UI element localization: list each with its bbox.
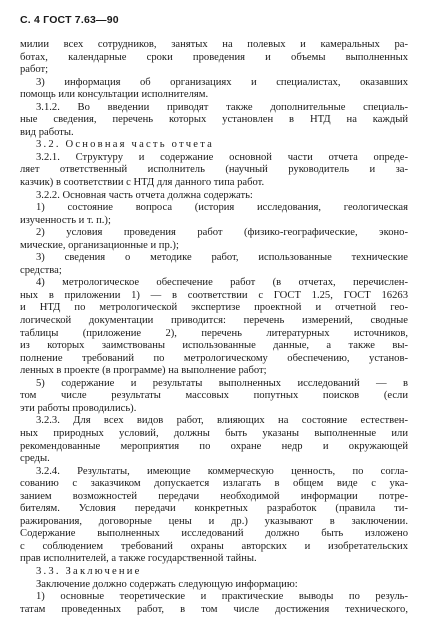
text-line: 3) информация об организациях и специалистах, оказавших [36,76,408,88]
text-line: ных природных условий, должны быть указаны выполненные или [20,427,408,439]
text-line: ных в приложении 1) — в соответствии с ГОСТ 1.25, ГОСТ 16263 [20,289,408,301]
text-line: 4) метрологическое обеспечение работ (в отчетах, перечислен- [36,277,408,289]
text-line: и НТД по метрологической экспертизе проектной и отчетной гео- [20,302,408,314]
text-line: 1) основные теоретические и практические выводы по резуль- [36,591,408,603]
body-text [20,39,408,616]
text-line: бителям. Условия передачи конкретных разработок (правила ти- [20,503,408,515]
text-line: мические, организационные и пр.); [20,239,179,251]
text-line: вид работы. [20,126,74,138]
text-line: таблицы (приложение 2), перечень литературных источников, [20,327,408,339]
text-line: 3.2.3. Для всех видов работ, влияющих на состояние естествен- [36,415,408,427]
text-line: Заключение должно содержать следующую информацию: [36,578,298,590]
text-line: прав исполнителей, а также государственной тайны. [20,553,257,565]
text-line: ляет ответственный исполнитель (научный руководитель и за- [20,164,408,176]
text-line: 3.3. Заключение [36,565,142,577]
text-line: сованию с заказчиком допускается излагать в общем виде с ука- [20,478,408,490]
text-line: 3) сведения о методике работ, использованные технические [36,252,408,264]
text-line: милии всех сотрудников, занятых на полевых и камеральных ра- [20,39,408,50]
text-line: с соблюдением требований охраны авторских и изобретательских [20,540,408,552]
text-line: казчик) в соответствии с НТД для данного типа работ. [20,177,265,189]
text-line: изученность и т. п.); [20,214,111,226]
text-line: помощь или консультации исполнителям. [20,89,209,101]
document-page [20,14,408,616]
text-line: 5) содержание и результаты выполненных исследований — в [36,377,408,389]
text-line: ленных в проекте (в программе) на выполнение работ; [20,365,267,377]
text-line: средства; [20,264,62,276]
running-head: С. 4 ГОСТ 7.63—90 [20,14,119,26]
text-line: эти работы проводились). [20,402,137,414]
text-line: из которых заимствованы использованные данные, а также вы- [20,340,408,352]
text-line: том числе результаты массовых попутных поисков (если [20,390,408,402]
text-line: 3.2. Основная часть отчета [36,139,215,151]
text-line: 3.1.2. Во введении приводят также дополнительные специаль- [36,101,408,113]
text-line: 3.2.4. Результаты, имеющие коммерческую ценность, по согла- [36,465,408,477]
text-line: татам проведенных работ, в том числе достижения технического, [20,603,408,615]
text-line: работ; [20,64,49,76]
text-line: полнение требований по метрологическому обеспечению, установ- [20,352,408,364]
text-line: 2) условия проведения работ (физико-географические, эконо- [36,227,408,239]
text-line: ные сведения, перечень которых установлен в НТД на каждый [20,114,408,126]
text-line: среды. [20,453,50,465]
text-line: ражирования, договорные цены и др.) указывают в заключении. [20,515,408,527]
text-line: рекомендованные мероприятия по охране недр и окружающей [20,440,408,452]
text-line: Содержание выполненных исследований должно быть изложено [20,528,408,540]
text-line: 3.2.1. Структуру и содержание основной части отчета опреде- [36,151,408,163]
text-line: занием возможностей передачи необходимой информации потре- [20,490,408,502]
text-line: 3.2.2. Основная часть отчета должна содержать: [36,189,253,201]
text-line: логической документации приводится: перечень измерений, сводные [20,315,408,327]
text-line: 1) состояние вопроса (история исследования, геологическая [36,202,408,214]
text-line: ботах, календарные сроки проведения и объемы выполненных [20,51,408,63]
